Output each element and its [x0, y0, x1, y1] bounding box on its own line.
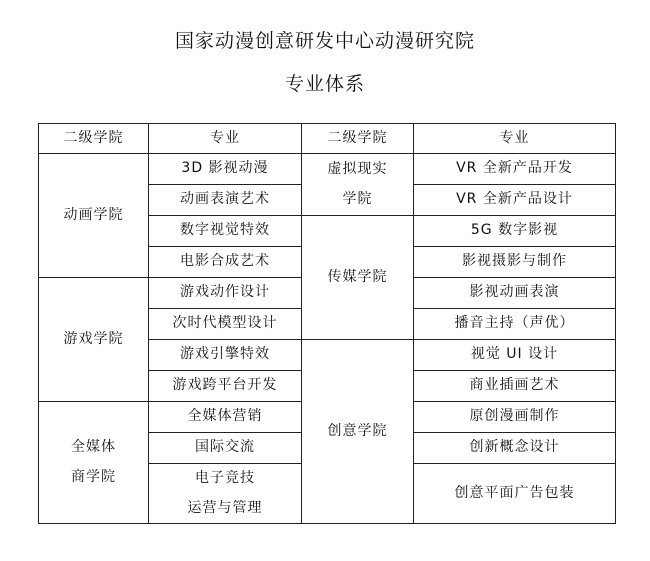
major-cell: 游戏跨平台开发 — [149, 371, 302, 402]
major-cell: 创意平面广告包装 — [414, 464, 616, 524]
major-cell: 游戏动作设计 — [149, 278, 302, 309]
college-game: 游戏学院 — [39, 278, 149, 402]
major-cell: 数字视觉特效 — [149, 216, 302, 247]
header-college-right: 二级学院 — [302, 124, 414, 154]
major-cell: 游戏引擎特效 — [149, 340, 302, 371]
major-cell: 国际交流 — [149, 433, 302, 464]
major-cell: VR 全新产品设计 — [414, 185, 616, 216]
major-cell: VR 全新产品开发 — [414, 154, 616, 185]
table-row — [39, 154, 616, 185]
major-cell-esports: 电子竞技 运营与管理 — [149, 464, 302, 524]
major-cell: 商业插画艺术 — [414, 371, 616, 402]
college-media: 传媒学院 — [302, 216, 414, 340]
header-college-left: 二级学院 — [39, 124, 149, 154]
header-major-left: 专业 — [149, 124, 302, 154]
college-creative: 创意学院 — [302, 340, 414, 524]
header-row — [39, 124, 616, 154]
major-cell: 影视摄影与制作 — [414, 247, 616, 278]
major-cell: 3D 影视动漫 — [149, 154, 302, 185]
major-cell: 5G 数字影视 — [414, 216, 616, 247]
page-subtitle: 专业体系 — [284, 73, 365, 95]
major-system-table — [38, 123, 616, 524]
major-cell: 原创漫画制作 — [414, 402, 616, 433]
header-major-right: 专业 — [414, 124, 616, 154]
page-title: 国家动漫创意研发中心动漫研究院 — [174, 30, 475, 52]
major-cell: 电影合成艺术 — [149, 247, 302, 278]
major-cell: 创新概念设计 — [414, 433, 616, 464]
college-media-business: 全媒体 商学院 — [39, 402, 149, 524]
major-cell: 动画表演艺术 — [149, 185, 302, 216]
major-cell: 全媒体营销 — [149, 402, 302, 433]
major-cell: 视觉 UI 设计 — [414, 340, 616, 371]
major-cell: 播音主持（声优） — [414, 309, 616, 340]
major-cell: 次时代模型设计 — [149, 309, 302, 340]
college-vr: 虚拟现实 学院 — [302, 154, 414, 216]
college-animation: 动画学院 — [39, 154, 149, 278]
major-cell: 影视动画表演 — [414, 278, 616, 309]
